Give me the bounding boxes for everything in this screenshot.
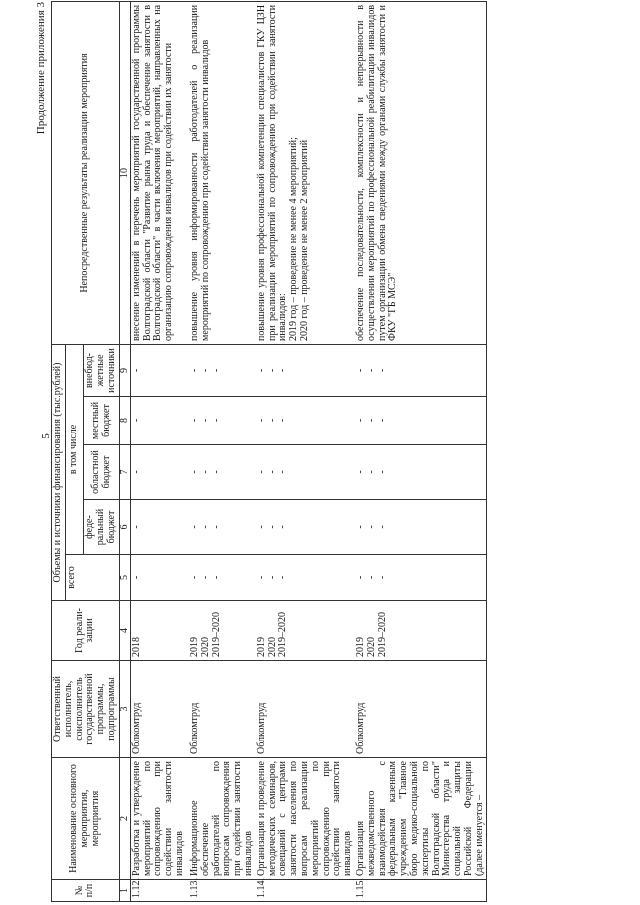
amount-value: -	[188, 525, 200, 529]
landscape-sheet	[33, 2, 618, 902]
amount-value: -	[255, 525, 267, 529]
amount-value: -	[354, 368, 366, 373]
amount-value: -	[210, 418, 222, 423]
amount-value: -	[266, 368, 278, 373]
table-row	[130, 1, 189, 901]
year-value: 2020	[365, 637, 377, 657]
amount-value: -	[255, 575, 267, 580]
regional-cell	[130, 445, 189, 500]
total-cell	[355, 555, 487, 601]
year-value: 2019	[354, 637, 366, 657]
amount-value: -	[354, 575, 366, 580]
col-number-label: 5	[119, 555, 130, 601]
funding-header: Объемы и источники финансирования (тыс.рублей)	[52, 344, 66, 600]
year-value: 2020	[266, 637, 278, 657]
amount-value: -	[188, 368, 200, 373]
table-row	[256, 1, 355, 901]
col-number-label: 6	[119, 500, 130, 555]
col-number-label: 7	[119, 445, 130, 500]
col-number-label: 9	[119, 344, 130, 396]
amount-value: -	[277, 525, 289, 529]
executor: Облкомтруд	[189, 661, 256, 758]
offbudget-cell	[189, 344, 256, 396]
year-value: 2019–2020	[277, 612, 289, 657]
local-cell	[256, 397, 355, 445]
federal-cell	[355, 500, 487, 555]
including-header: в том числе	[65, 344, 84, 554]
amount-value: -	[376, 470, 388, 474]
activity-name: Информационное обеспечение работодателей по вопросам сопровождения при содействии занятости инвалидов	[189, 758, 256, 880]
amount-value: -	[130, 470, 142, 474]
result-cell	[256, 1, 355, 344]
row-number: 1.13.	[189, 880, 256, 902]
result-text: повышение уровня информированности работодателей о реализации мероприятий по сопровождению при содействии занятости инвалидов	[189, 1, 256, 344]
amount-value: -	[188, 470, 200, 474]
year-value: 2019–2020	[210, 612, 222, 657]
activity-name: Организация и проведение методических семинаров, совещаний с центрами занятости населения по вопросам реализации мероприятий по сопровождению при содействии занятости инвалидов	[256, 758, 355, 880]
result-text: внесение изменений в перечень мероприятий государственной программы Волгоградской области "Развитие рынка труда и обеспечение занятости в Волгоградской области" в части включения мероприятий, направленных на организацию сопровождения инвалидов при содействии их занятости	[130, 1, 189, 344]
total-cell	[256, 555, 355, 601]
amount-value: -	[266, 575, 278, 580]
col-name-header: Наименование основного мероприятия, мероприятия	[52, 758, 120, 880]
amount-value: -	[266, 470, 278, 474]
amount-value: -	[365, 368, 377, 373]
col-number-label: 10	[119, 1, 130, 344]
amount-value: -	[365, 418, 377, 423]
amount-value: -	[210, 575, 222, 580]
federal-cell	[256, 500, 355, 555]
offbudget-cell	[130, 344, 189, 396]
col-number-label: 1	[119, 880, 130, 902]
executor: Облкомтруд	[130, 661, 189, 758]
amount-value: -	[266, 418, 278, 423]
amount-value: -	[277, 418, 289, 423]
amount-value: -	[188, 575, 200, 580]
executor: Облкомтруд	[355, 661, 487, 758]
amount-value: -	[210, 470, 222, 474]
amount-value: -	[376, 525, 388, 529]
amount-value: -	[277, 470, 289, 474]
amount-value: -	[365, 525, 377, 529]
amount-value: -	[255, 418, 267, 423]
col-number-label: 8	[119, 397, 130, 445]
amount-value: -	[266, 525, 278, 529]
local-cell	[189, 397, 256, 445]
years-cell	[355, 601, 487, 661]
page-number: 5	[40, 433, 52, 439]
years-cell	[256, 601, 355, 661]
table-row	[355, 1, 487, 901]
regional-cell	[355, 445, 487, 500]
total-cell	[130, 555, 189, 601]
table-row	[189, 1, 256, 901]
col-number-label: 4	[119, 601, 130, 661]
years-cell	[130, 601, 189, 661]
row-number: 1.15.	[355, 880, 487, 902]
result-item: 2020 год – проведение не менее 2 мероприятий	[298, 139, 310, 341]
col-year-header: Год реали-зации	[52, 601, 120, 661]
col-executor-header: Ответственный исполнитель, соисполнитель государственной программы, подпрограммы	[52, 661, 120, 758]
offbudget-header: внебюд-жетные источники	[84, 344, 119, 396]
amount-value: -	[255, 368, 267, 373]
amount-value: -	[365, 575, 377, 580]
col-number-label: 3	[119, 661, 130, 758]
amount-value: -	[199, 368, 211, 373]
amount-value: -	[199, 525, 211, 529]
amount-value: -	[130, 418, 142, 423]
offbudget-cell	[355, 344, 487, 396]
amount-value: -	[130, 525, 142, 529]
col-number-header: № п/п	[52, 880, 120, 902]
amount-value: -	[199, 470, 211, 474]
amount-value: -	[210, 368, 222, 373]
year-value: 2018	[130, 637, 142, 657]
result-text: обеспечение последовательности, комплексности и непрерывности в осуществлении мероприятий по профессиональной реабилитации инвалидов путем организации обмена сведениями между органами службы занятости и ФКУ "ГБ МСЭ"	[355, 1, 487, 344]
column-numbers-row	[119, 1, 130, 901]
result-text: повышение уровня профессиональной компетенции специалистов ГКУ ЦЗН при реализации мероприятий по сопровождению при содействии занятости инвалидов:	[255, 4, 289, 341]
activity-name: Разработка и утверждение мероприятий по сопровождению при содействии занятости инвалидов	[130, 758, 189, 880]
year-value: 2019–2020	[376, 612, 388, 657]
regional-cell	[189, 445, 256, 500]
regional-header: областной бюджет	[84, 445, 119, 500]
col-number-label: 2	[119, 758, 130, 880]
amount-value: -	[376, 418, 388, 423]
year-value: 2020	[199, 637, 211, 657]
row-number: 1.14.	[256, 880, 355, 902]
amount-value: -	[188, 418, 200, 423]
amount-value: -	[277, 368, 289, 373]
activities-table	[51, 1, 487, 902]
offbudget-cell	[256, 344, 355, 396]
federal-cell	[189, 500, 256, 555]
amount-value: -	[376, 368, 388, 373]
amount-value: -	[376, 575, 388, 580]
amount-value: -	[277, 575, 289, 580]
total-header: всего	[65, 555, 119, 601]
year-value: 2019	[255, 637, 267, 657]
years-cell	[189, 601, 256, 661]
federal-cell	[130, 500, 189, 555]
results-header: Непосредственные результаты реализации мероприятия	[52, 1, 120, 344]
total-cell	[189, 555, 256, 601]
amount-value: -	[130, 575, 142, 580]
row-number: 1.12.	[130, 880, 189, 902]
amount-value: -	[354, 418, 366, 423]
amount-value: -	[199, 418, 211, 423]
amount-value: -	[130, 368, 142, 373]
amount-value: -	[255, 470, 267, 474]
federal-header: феде-ральный бюджет	[84, 500, 119, 555]
amount-value: -	[199, 575, 211, 580]
amount-value: -	[354, 470, 366, 474]
activity-name: Организация межведомственного взаимодействия с федеральным казенным учреждением "Главное бюро медико-социальной экспертизы по Волгоградской области" Министерства труда и социальной защиты Российской Федерации (далее именуется –	[355, 758, 487, 880]
result-item: 2019 год – проведение не менее 4 мероприятий;	[288, 137, 300, 341]
continuation-label: Продолжение приложения 3	[35, 2, 47, 135]
local-cell	[130, 397, 189, 445]
year-value: 2019	[188, 637, 200, 657]
local-cell	[355, 397, 487, 445]
local-header: местный бюджет	[84, 397, 119, 445]
executor: Облкомтруд	[256, 661, 355, 758]
amount-value: -	[210, 525, 222, 529]
amount-value: -	[354, 525, 366, 529]
amount-value: -	[365, 470, 377, 474]
regional-cell	[256, 445, 355, 500]
